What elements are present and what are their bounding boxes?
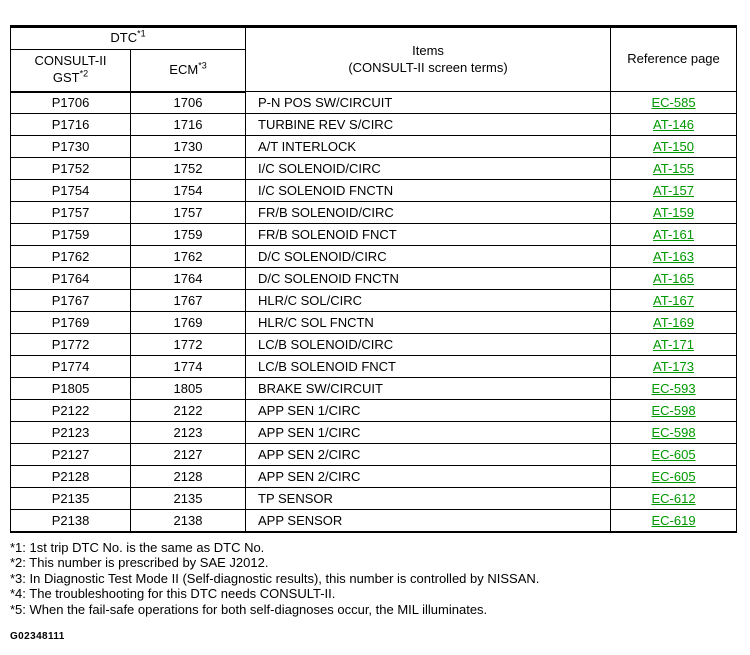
- reference-cell: [611, 444, 737, 466]
- reference-link[interactable]: EC-605: [651, 447, 696, 462]
- header-dtc: [11, 27, 246, 50]
- ecm-dtc-cell: 2138: [131, 510, 246, 532]
- table-row: [11, 444, 737, 466]
- item-cell: BRAKE SW/CIRCUIT: [246, 378, 611, 400]
- item-cell: APP SEN 1/CIRC: [246, 400, 611, 422]
- consult-dtc-cell: P1706: [11, 92, 131, 114]
- reference-cell: [611, 114, 737, 136]
- item-cell: TURBINE REV S/CIRC: [246, 114, 611, 136]
- reference-link[interactable]: AT-163: [653, 249, 694, 264]
- reference-link[interactable]: AT-157: [653, 183, 694, 198]
- header-items-line1: Items: [412, 42, 444, 58]
- item-cell: APP SEN 1/CIRC: [246, 422, 611, 444]
- item-cell: P-N POS SW/CIRCUIT: [246, 92, 611, 114]
- consult-dtc-cell: P1759: [11, 224, 131, 246]
- consult-dtc-cell: P1754: [11, 180, 131, 202]
- table-row: [11, 400, 737, 422]
- ecm-dtc-cell: 2122: [131, 400, 246, 422]
- ecm-dtc-cell: 1716: [131, 114, 246, 136]
- consult-dtc-cell: P1764: [11, 268, 131, 290]
- reference-link[interactable]: AT-169: [653, 315, 694, 330]
- reference-cell: [611, 180, 737, 202]
- consult-dtc-cell: P1716: [11, 114, 131, 136]
- reference-link[interactable]: AT-161: [653, 227, 694, 242]
- header-items: [246, 27, 611, 92]
- ecm-dtc-cell: 1754: [131, 180, 246, 202]
- ecm-dtc-cell: 1769: [131, 312, 246, 334]
- reference-cell: [611, 466, 737, 488]
- table-row: [11, 378, 737, 400]
- reference-link[interactable]: EC-593: [651, 381, 696, 396]
- dtc-table: [10, 25, 737, 533]
- reference-link[interactable]: AT-167: [653, 293, 694, 308]
- reference-link[interactable]: EC-598: [651, 403, 696, 418]
- reference-cell: [611, 510, 737, 532]
- ecm-dtc-cell: 2123: [131, 422, 246, 444]
- header-consult-line1: CONSULT-II: [34, 53, 107, 69]
- reference-link[interactable]: AT-155: [653, 161, 694, 176]
- reference-link[interactable]: EC-612: [651, 491, 696, 506]
- reference-cell: [611, 356, 737, 378]
- consult-dtc-cell: P1767: [11, 290, 131, 312]
- reference-cell: [611, 246, 737, 268]
- item-cell: D/C SOLENOID/CIRC: [246, 246, 611, 268]
- table-row: [11, 158, 737, 180]
- reference-cell: [611, 334, 737, 356]
- header-consult-gst: [11, 50, 131, 92]
- table-row: [11, 466, 737, 488]
- consult-dtc-cell: P2128: [11, 466, 131, 488]
- header-reference-page: [611, 27, 737, 92]
- ecm-dtc-cell: 1767: [131, 290, 246, 312]
- item-cell: I/C SOLENOID/CIRC: [246, 158, 611, 180]
- reference-cell: [611, 422, 737, 444]
- table-row: [11, 488, 737, 510]
- footnote: *2: This number is prescribed by SAE J2012.: [10, 555, 269, 570]
- reference-cell: [611, 136, 737, 158]
- table-row: [11, 334, 737, 356]
- table-row: [11, 268, 737, 290]
- ecm-dtc-cell: 1762: [131, 246, 246, 268]
- table-row: [11, 356, 737, 378]
- reference-cell: [611, 92, 737, 114]
- reference-link[interactable]: EC-585: [651, 95, 696, 110]
- ecm-dtc-cell: 1706: [131, 92, 246, 114]
- footnotes: [10, 540, 740, 618]
- ecm-dtc-cell: 1752: [131, 158, 246, 180]
- reference-cell: [611, 488, 737, 510]
- table-row: [11, 422, 737, 444]
- reference-cell: [611, 400, 737, 422]
- table-row: [11, 202, 737, 224]
- item-cell: LC/B SOLENOID FNCT: [246, 356, 611, 378]
- ecm-dtc-cell: 1757: [131, 202, 246, 224]
- reference-cell: [611, 202, 737, 224]
- header-reference-label: Reference page: [627, 51, 720, 67]
- consult-dtc-cell: P1772: [11, 334, 131, 356]
- consult-dtc-cell: P1774: [11, 356, 131, 378]
- item-cell: HLR/C SOL/CIRC: [246, 290, 611, 312]
- ecm-dtc-cell: 1774: [131, 356, 246, 378]
- footnote: *5: When the fail-safe operations for both self-diagnoses occur, the MIL illuminates.: [10, 601, 488, 617]
- consult-dtc-cell: P1762: [11, 246, 131, 268]
- item-cell: APP SEN 2/CIRC: [246, 444, 611, 466]
- table-row: [11, 136, 737, 158]
- item-cell: A/T INTERLOCK: [246, 136, 611, 158]
- table-row: [11, 290, 737, 312]
- table-row: [11, 224, 737, 246]
- reference-cell: [611, 290, 737, 312]
- header-ecm-label: ECM: [169, 61, 199, 77]
- dtc-table-body: [11, 92, 737, 532]
- ecm-dtc-cell: 1730: [131, 136, 246, 158]
- consult-dtc-cell: P1757: [11, 202, 131, 224]
- item-cell: FR/B SOLENOID FNCT: [246, 224, 611, 246]
- reference-link[interactable]: AT-146: [653, 117, 694, 132]
- table-row: [11, 114, 737, 136]
- ecm-dtc-cell: 2128: [131, 466, 246, 488]
- dtc-table-header: [11, 27, 737, 92]
- item-cell: FR/B SOLENOID/CIRC: [246, 202, 611, 224]
- header-items-line2: (CONSULT-II screen terms): [348, 59, 508, 75]
- ecm-dtc-cell: 1805: [131, 378, 246, 400]
- consult-dtc-cell: P1730: [11, 136, 131, 158]
- footnote: *4: The troubleshooting for this DTC needs CONSULT-II.: [10, 586, 336, 601]
- header-ecm: [131, 50, 246, 92]
- footnote: *1: 1st trip DTC No. is the same as DTC No.: [10, 539, 265, 555]
- item-cell: D/C SOLENOID FNCTN: [246, 268, 611, 290]
- header-dtc-label: DTC: [110, 30, 138, 46]
- consult-dtc-cell: P2127: [11, 444, 131, 466]
- table-row: [11, 312, 737, 334]
- reference-cell: [611, 224, 737, 246]
- reference-cell: [611, 158, 737, 180]
- table-row: [11, 246, 737, 268]
- reference-link[interactable]: EC-605: [651, 469, 696, 484]
- reference-link[interactable]: AT-171: [653, 337, 694, 352]
- item-cell: HLR/C SOL FNCTN: [246, 312, 611, 334]
- reference-cell: [611, 312, 737, 334]
- ecm-dtc-cell: 1759: [131, 224, 246, 246]
- item-cell: LC/B SOLENOID/CIRC: [246, 334, 611, 356]
- ecm-dtc-cell: 2135: [131, 488, 246, 510]
- footnote-marker-gst: *2: [79, 68, 89, 79]
- consult-dtc-cell: P1769: [11, 312, 131, 334]
- consult-dtc-cell: P2138: [11, 510, 131, 532]
- footnote-marker-dtc: *1: [137, 28, 146, 39]
- ecm-dtc-cell: 1764: [131, 268, 246, 290]
- footnote-marker-ecm: *3: [198, 60, 207, 71]
- reference-link[interactable]: EC-598: [651, 425, 696, 440]
- consult-dtc-cell: P2135: [11, 488, 131, 510]
- item-cell: APP SEN 2/CIRC: [246, 466, 611, 488]
- consult-dtc-cell: P2123: [11, 422, 131, 444]
- item-cell: TP SENSOR: [246, 488, 611, 510]
- reference-link[interactable]: AT-173: [653, 359, 694, 374]
- reference-link[interactable]: AT-165: [653, 271, 694, 286]
- header-consult-line2: GST: [52, 70, 80, 86]
- footnote: *3: In Diagnostic Test Mode II (Self-diagnostic results), this number is controlled by NISSAN.: [10, 570, 540, 586]
- reference-link[interactable]: AT-150: [653, 139, 694, 154]
- reference-link[interactable]: EC-619: [651, 512, 696, 528]
- table-row: [11, 510, 737, 532]
- ecm-dtc-cell: 1772: [131, 334, 246, 356]
- figure-id: G02348111: [10, 631, 65, 642]
- table-row: [11, 180, 737, 202]
- item-cell: I/C SOLENOID FNCTN: [246, 180, 611, 202]
- item-cell: APP SENSOR: [246, 510, 611, 532]
- reference-link[interactable]: AT-159: [653, 205, 694, 220]
- reference-cell: [611, 378, 737, 400]
- consult-dtc-cell: P1805: [11, 378, 131, 400]
- consult-dtc-cell: P1752: [11, 158, 131, 180]
- table-row: [11, 92, 737, 114]
- reference-cell: [611, 268, 737, 290]
- ecm-dtc-cell: 2127: [131, 444, 246, 466]
- consult-dtc-cell: P2122: [11, 400, 131, 422]
